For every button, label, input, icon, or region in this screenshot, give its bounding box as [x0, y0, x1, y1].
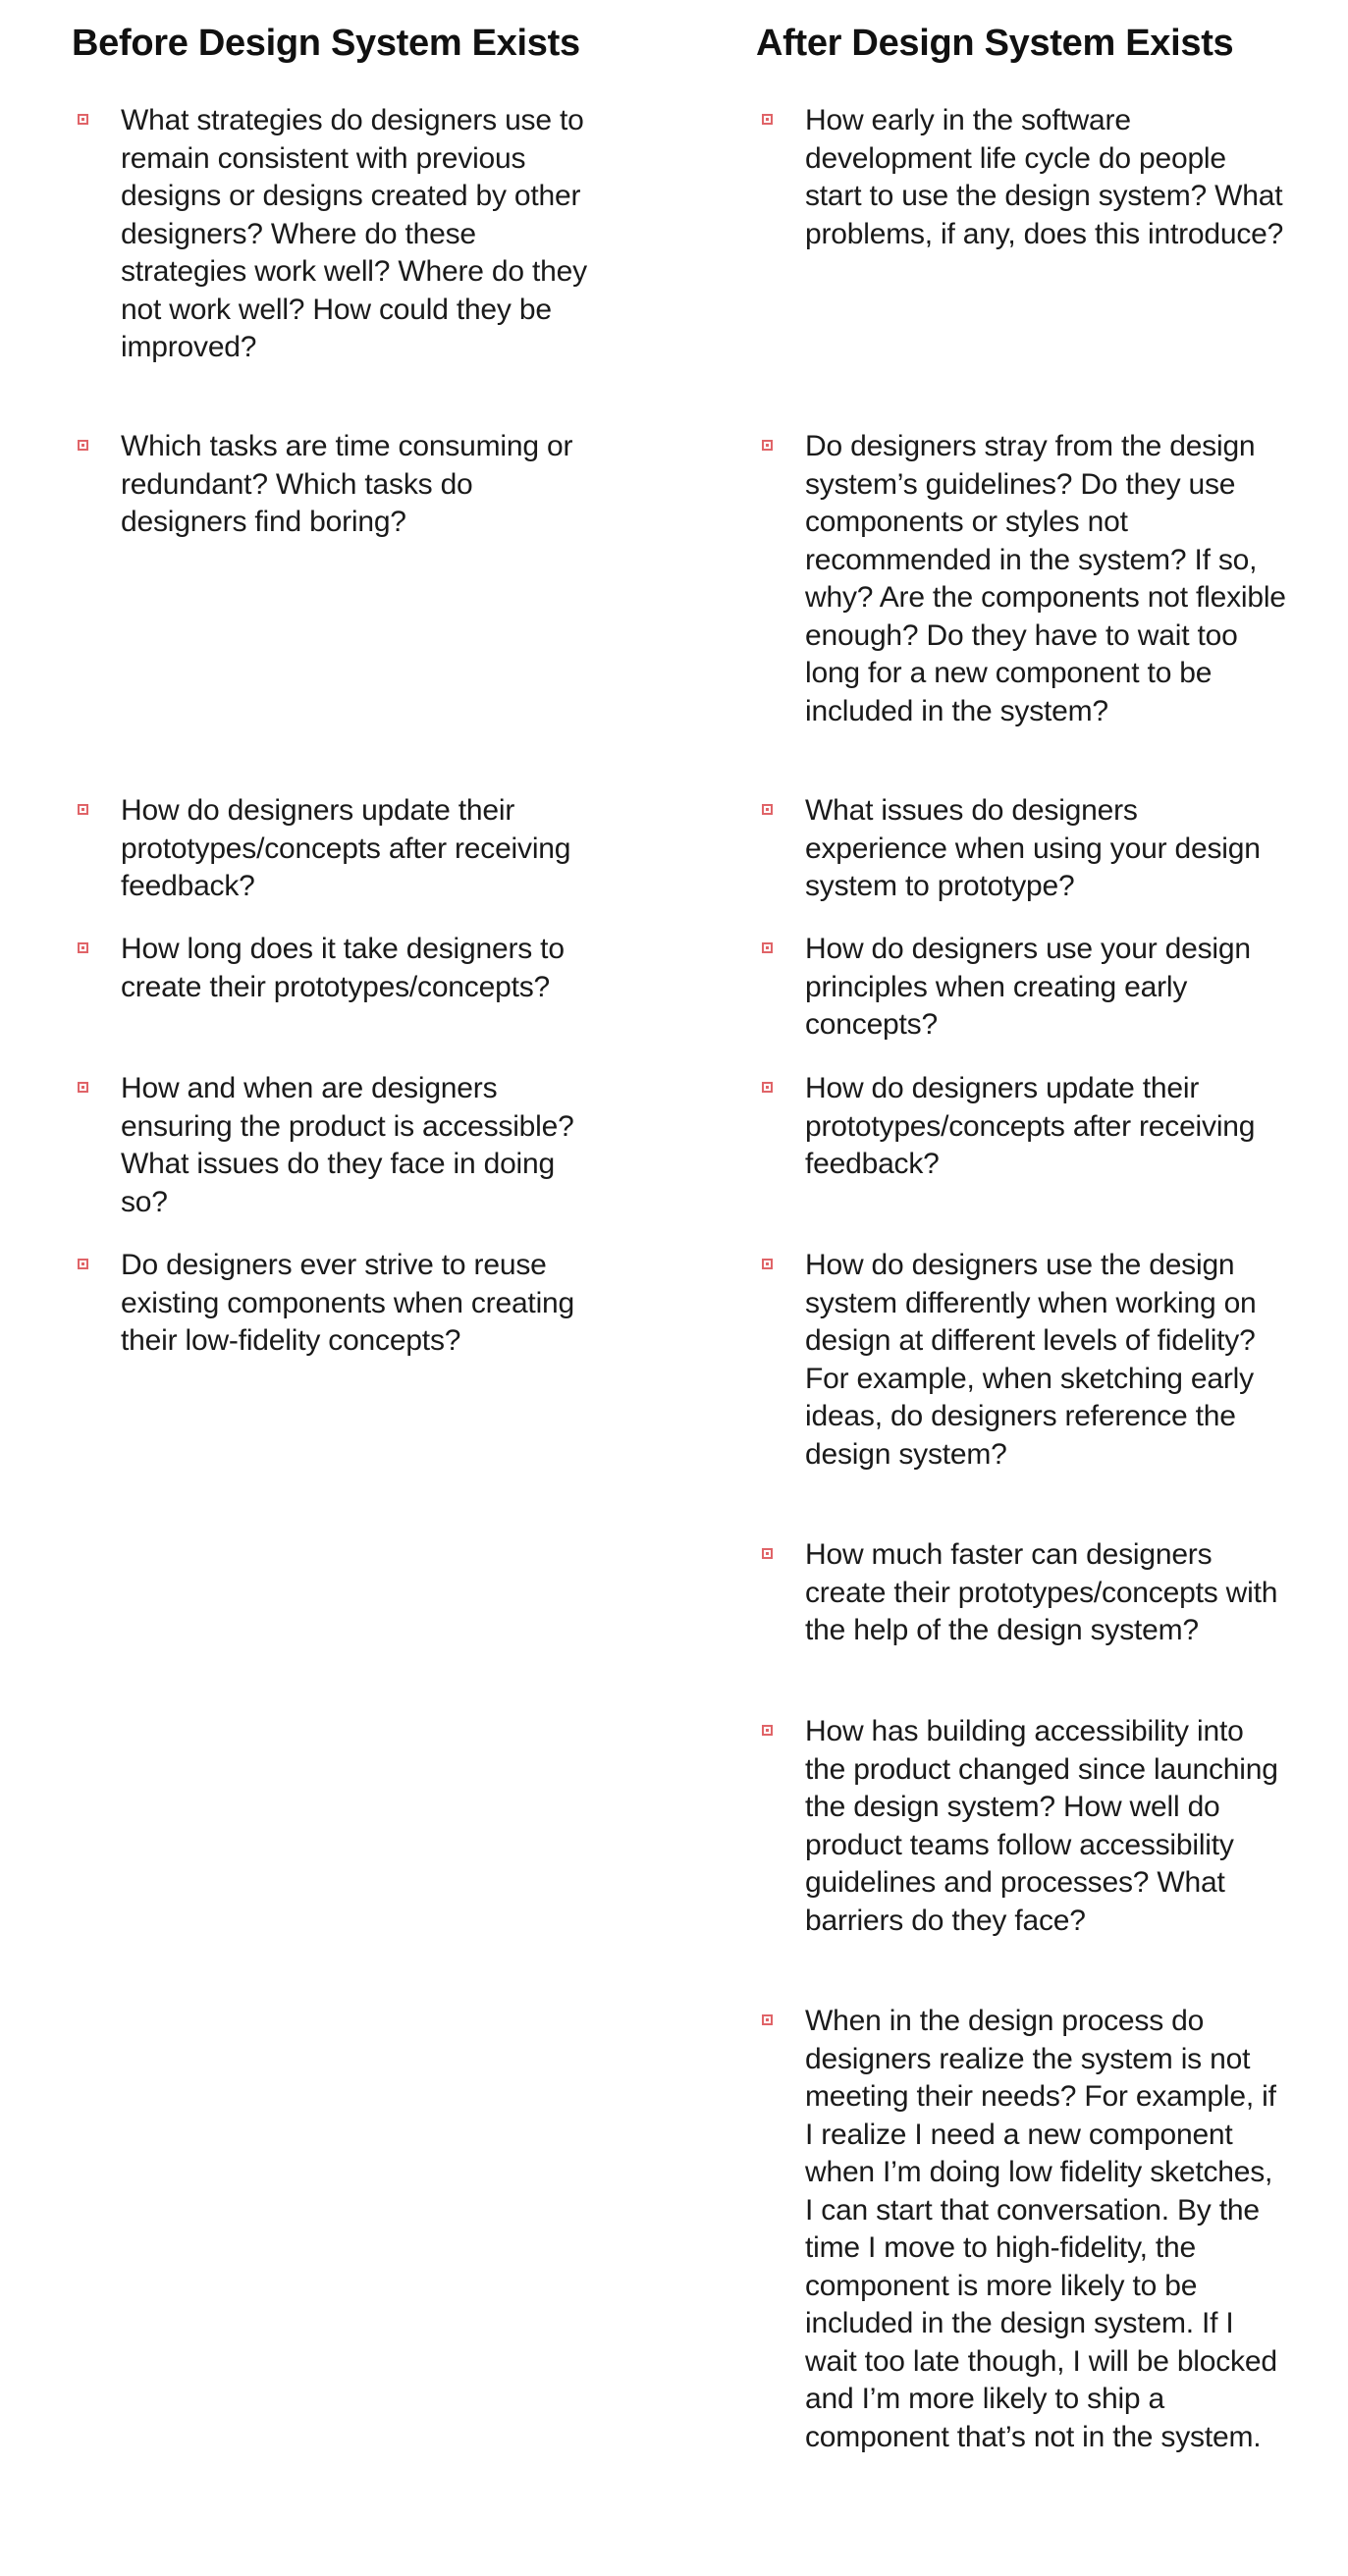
question-text: Do designers ever strive to reuse existing components when creating their low-fidelity concepts?: [121, 1249, 575, 1357]
question-text: How has building accessibility into the product changed since launching the design system? How well do product teams follow accessibility guidelines and processes? What barriers do they face?: [805, 1715, 1278, 1937]
square-bullet-icon: [78, 114, 88, 125]
square-bullet-icon: [78, 942, 88, 953]
square-bullet-icon: [762, 2014, 773, 2025]
square-bullet-icon: [762, 1548, 773, 1559]
question-text: How much faster can designers create their prototypes/concepts with the help of the design system?: [805, 1538, 1278, 1646]
square-bullet-icon: [78, 440, 88, 451]
question-text: Do designers stray from the design system’s guidelines? Do they use components or styles not recommended in the system? If so, why? Are the components not flexible enough? Do they have to wait too long for a new component to be included in the system?: [805, 430, 1286, 727]
question-text: How do designers use the design system differently when working on design at different levels of fidelity? For example, when sketching early ideas, do designers reference the design system?: [805, 1249, 1257, 1471]
square-bullet-icon: [78, 1259, 88, 1269]
question-text: How do designers update their prototypes/concepts after receiving feedback?: [121, 794, 571, 902]
question-text: How do designers update their prototypes/concepts after receiving feedback?: [805, 1072, 1256, 1180]
question-text: Which tasks are time consuming or redundant? Which tasks do designers find boring?: [121, 430, 573, 538]
square-bullet-icon: [762, 114, 773, 125]
question-text: What issues do designers experience when using your design system to prototype?: [805, 794, 1261, 902]
question-text: How early in the software development life cycle do people start to use the design system? What problems, if any, does this introduce?: [805, 104, 1284, 250]
question-text: What strategies do designers use to remain consistent with previous designs or designs created by other designers? Where do these strategies work well? Where do they not work well? How could they be improved?: [121, 104, 587, 363]
after-column: [756, 0, 1286, 2453]
after-heading: After Design System Exists: [756, 23, 1234, 64]
question-text: How do designers use your design principles when creating early concepts?: [805, 933, 1251, 1041]
square-bullet-icon: [762, 1259, 773, 1269]
question-text: When in the design process do designers realize the system is not meeting their needs? For example, if I realize I need a new component when I’m doing low fidelity sketches, I can start that conversation. By the time I move to high-fidelity, the component is more likely to be included in the design system. If I wait too late though, I will be blocked and I’m more likely to ship a component that’s not in the system.: [805, 2005, 1277, 2453]
before-column: [72, 0, 602, 1357]
question-text: How long does it take designers to create their prototypes/concepts?: [121, 933, 565, 1003]
square-bullet-icon: [762, 440, 773, 451]
before-heading: Before Design System Exists: [72, 23, 580, 64]
square-bullet-icon: [762, 1725, 773, 1736]
question-text: How and when are designers ensuring the product is accessible? What issues do they face in doing so?: [121, 1072, 574, 1218]
square-bullet-icon: [78, 804, 88, 815]
square-bullet-icon: [762, 942, 773, 953]
square-bullet-icon: [78, 1082, 88, 1093]
square-bullet-icon: [762, 804, 773, 815]
square-bullet-icon: [762, 1082, 773, 1093]
